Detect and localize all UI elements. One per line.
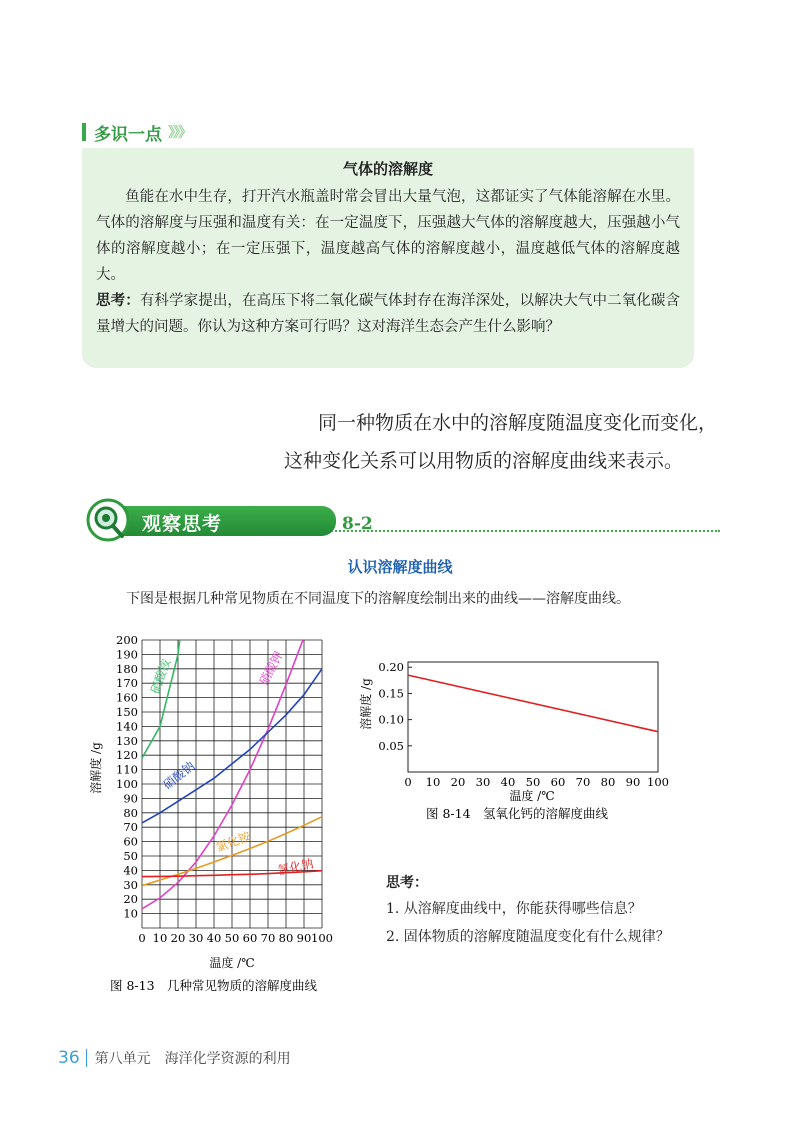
series-line-氢氧化钙 [408,675,658,732]
series-label: 硝酸铵 [147,657,174,696]
activity-intro: 下图是根据几种常见物质在不同温度下的溶解度绘制出来的曲线——溶解度曲线。 [126,591,630,607]
activity-title: 认识溶解度曲线 [347,558,453,576]
footer-unit: 第八单元 [94,1051,151,1067]
x-tick-label: 30 [475,775,491,789]
main-text-line1: 同一种物质在水中的溶解度随温度变化而变化， [318,412,718,434]
observe-think-badge [80,500,720,544]
series-label: 硝酸钾 [256,649,286,688]
x-tick-label: 20 [170,931,186,945]
series-label: 氯化铵 [213,829,253,855]
x-tick-label: 40 [500,775,516,789]
x-tick-label: 80 [278,931,294,945]
x-tick-label: 40 [206,931,222,945]
header-bar [82,123,86,141]
solubility-chart-main [84,628,354,1000]
y-tick-label: 20 [123,892,138,907]
y-tick-label: 60 [123,834,138,849]
main-text-line2: 这种变化关系可以用物质的溶解度曲线来表示。 [284,450,684,472]
series-label: 硝酸钠 [160,758,198,793]
series-label: 氯化钠 [276,856,315,878]
box-think-label: 思考： [96,293,140,309]
extra-section-header [82,120,190,144]
y-tick-label: 0.10 [378,712,404,727]
y-tick-label: 130 [116,733,138,748]
x-tick-label: 50 [525,775,541,789]
y-tick-label: 0.05 [378,738,404,753]
y-tick-label: 200 [116,633,138,647]
chart1-caption: 图 8-13 几种常见物质的溶解度曲线 [110,978,318,993]
chart1-xlabel: 温度 /℃ [209,956,255,970]
x-tick-label: 90 [625,775,641,789]
page-footer [58,1048,291,1068]
y-tick-label: 40 [123,863,138,878]
extra-section-title: 多识一点 [94,124,162,145]
x-tick-label: 70 [575,775,591,789]
x-tick-label: 10 [152,931,168,945]
box-think-text: 有科学家提出，在高压下将二氧化碳气体封存在海洋深处，以解决大气中二氧化碳含量增大的问题。你认为这种方案可行吗？这对海洋生态会产生什么影响？ [96,293,681,335]
y-tick-label: 170 [116,676,138,691]
x-tick-label: 20 [450,775,466,789]
observe-label: 观察思考 [142,513,223,535]
footer-chapter: 海洋化学资源的利用 [164,1051,291,1067]
y-tick-label: 50 [123,849,138,863]
chart2-series [408,675,658,732]
x-tick-label: 60 [550,775,566,789]
box-paragraph [96,184,680,288]
y-tick-label: 120 [116,748,138,763]
chart1-ylabel: 溶解度 /g [89,742,103,794]
y-tick-label: 100 [116,777,138,791]
y-tick-label: 10 [123,906,138,921]
box-paragraph-text: 鱼能在水中生存，打开汽水瓶盖时常会冒出大量气泡，这都证实了气体能溶解在水里。气体的溶解度与压强和温度有关：在一定温度下，压强越大气体的溶解度越大，压强越小气体的溶解度越小；在一定压强下，温度越高气体的溶解度越小，温度越低气体的溶解度越大。 [96,189,680,283]
x-tick-label: 80 [600,775,616,789]
y-tick-label: 180 [116,661,138,676]
box-title: 气体的溶解度 [342,160,433,178]
x-tick-label: 0 [138,931,146,945]
think-question-1: 1. 从溶解度曲线中，你能获得哪些信息？ [386,901,642,917]
x-tick-label: 30 [188,931,204,945]
dotted-rule [320,530,720,532]
x-tick-label: 60 [242,931,258,945]
x-tick-label: 0 [404,775,412,789]
y-tick-label: 160 [116,690,138,705]
chart2-xlabel: 温度 /℃ [509,789,555,803]
y-tick-label: 70 [123,820,138,835]
think-label: 思考： [386,875,428,891]
x-tick-label: 100 [311,931,333,945]
y-tick-label: 190 [116,647,138,662]
chart2-ylabel: 溶解度 /g [359,678,373,730]
y-tick-label: 90 [123,791,138,806]
y-tick-label: 0.15 [378,686,404,701]
activity-number: 8-2 [342,514,373,534]
x-tick-label: 50 [224,931,240,945]
y-tick-label: 140 [116,719,138,734]
chart2-caption: 图 8-14 氢氧化钙的溶解度曲线 [426,806,609,821]
magnifier-icon [84,498,132,546]
y-tick-label: 150 [116,705,138,719]
footer-separator [86,1049,87,1067]
x-tick-label: 100 [647,775,669,789]
x-tick-label: 70 [260,931,276,945]
y-tick-label: 80 [123,805,138,820]
page-number: 36 [58,1048,80,1068]
chart2-frame [408,662,658,772]
x-tick-label: 90 [296,931,312,945]
chart1-axes [116,633,333,945]
x-tick-label: 10 [425,775,441,789]
y-tick-label: 0.20 [378,660,404,675]
gas-solubility-box [82,148,694,368]
y-tick-label: 110 [116,762,138,777]
calcium-hydroxide-chart [356,652,706,826]
box-think [96,288,680,340]
think-question-2: 2. 固体物质的溶解度随温度变化有什么规律？ [386,929,670,945]
y-tick-label: 30 [123,877,138,892]
chevrons-icon: 》》》 [168,125,190,141]
